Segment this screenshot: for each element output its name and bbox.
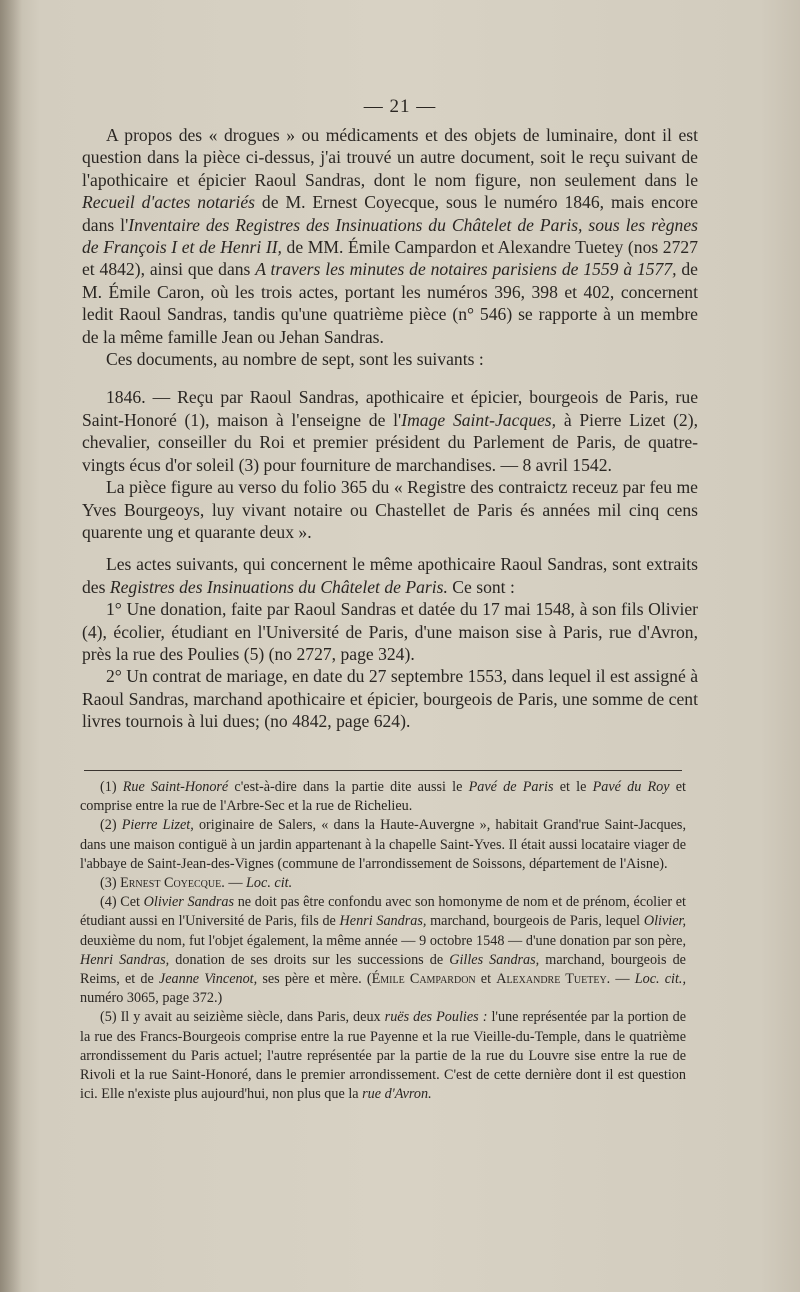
- footnote-separator: [84, 770, 682, 771]
- text-run: 2° Un contrat de mariage, en date du 27 septembre 1553, dans lequel il est assigné à Raoul Sandras, marchand apothicaire et épicier, bourgeois de Paris, une somme de cent livres tournois à lui dues; (no 4842, page 624).: [82, 666, 698, 732]
- footnote: [80, 1008, 686, 1104]
- text-run: 1846. — Reçu par Raoul Sandras, apothicaire et épicier, bourgeois de Paris, rue Saint-Honoré (1), maison à l'enseigne de l': [82, 387, 698, 430]
- text-run: de MM. Émile Campardon et Alexandre Tuetey (nos 2727 et 4842), ainsi que dans: [82, 237, 698, 280]
- paragraph: [82, 665, 698, 732]
- text-run: numéro 3065, page 372.): [80, 990, 223, 1007]
- italic-run: Rue Saint-Honoré: [122, 779, 229, 795]
- text-run: et: [475, 971, 497, 988]
- italic-run: Gilles Sandras,: [449, 951, 540, 968]
- footnotes: [80, 778, 686, 1104]
- paragraph: [82, 348, 698, 370]
- italic-run: Pierre Lizet,: [121, 817, 194, 834]
- text-run: Les actes suivants, qui concernent le même apothicaire Raoul Sandras, sont extraits des: [82, 554, 698, 597]
- italic-run: Recueil d'actes notariés: [82, 192, 255, 213]
- paragraph: [82, 124, 698, 348]
- text-run: ne doit pas être confondu avec son homonyme de nom et de prénom, écolier et étudiant aussi en l'Université de Paris, fils de: [80, 894, 686, 930]
- italic-run: ruës des Poulies :: [384, 1009, 488, 1026]
- footnote: [80, 893, 686, 1008]
- text-run: deuxième du nom, fut l'objet également, la même année — 9 octobre 1548 — d'une donation par son père,: [80, 932, 686, 949]
- italic-run: Pavé de Paris: [468, 779, 554, 795]
- text-run: 1° Une donation, faite par Raoul Sandras et datée du 17 mai 1548, à son fils Olivier (4), écolier, étudiant en l'Université de Paris, d'une maison sise à Paris, rue d'Avron, près la rue des Poulies (5) (no 2727, page 324).: [82, 599, 698, 664]
- text-run: . —: [221, 875, 247, 892]
- italic-run: Olivier Sandras: [143, 894, 235, 911]
- small-caps-run: Émile Campardon: [371, 971, 476, 988]
- text-run: ses père et mère. (: [257, 971, 372, 988]
- text-run: . —: [606, 971, 635, 988]
- main-text: [82, 124, 698, 733]
- italic-run: Image Saint-Jacques,: [401, 409, 557, 430]
- text-run: (3): [100, 875, 121, 892]
- italic-run: Loc. cit.: [246, 875, 293, 892]
- text-run: originaire de Salers, « dans la Haute-Auvergne », habitait Grand'rue Saint-Jacques, dans une maison contiguë à un jardin appartenant à la chapelle Saint-Yves. Il était aussi locataire viager de l'abbaye de Saint-Jean-des-Vignes (commune de l'arrondissement de Soissons, département de l'Aisne).: [80, 817, 687, 872]
- italic-run: Henri Sandras,: [80, 951, 170, 968]
- italic-run: A travers les minutes de notaires parisiens de 1559 à 1577,: [255, 259, 677, 280]
- italic-run: Registres des Insinuations du Châtelet de Paris.: [109, 576, 448, 597]
- italic-run: Henri Sandras,: [339, 913, 427, 930]
- text-run: l'une représentée par la portion de la rue des Francs-Bourgeois comprise entre la rue Payenne et la rue Vieille-du-Temple, dans le quatrième arrondissement du Paris actuel; l'autre représentée par la partie de la rue du Louvre sise entre la rue de Rivoli et la rue Saint-Honoré, dans le premier arrondissement. C'est de cette dernière dont il est question ici. Elle n'existe plus aujourd'hui, non plus que la: [80, 1009, 686, 1103]
- small-caps-run: Alexandre Tuetey: [496, 971, 607, 988]
- footnote: [80, 816, 686, 874]
- text-run: de M. Émile Caron, où les trois actes, portant les numéros 396, 398 et 402, concernent ledit Raoul Sandras, tandis qu'une quatrième pièce (n° 546) se rapporte à un membre de la même famille Jean ou Jehan Sandras.: [82, 259, 698, 347]
- paragraph: [82, 476, 698, 543]
- paragraph: [82, 598, 698, 665]
- text-run: marchand, bourgeois de Reims, et de: [80, 951, 686, 988]
- text-run: et le: [553, 779, 593, 795]
- text-run: (1): [100, 779, 123, 795]
- page-binding-shadow: [0, 0, 22, 1292]
- text-run: marchand, bourgeois de Paris, lequel: [426, 913, 644, 930]
- text-run: (5) Il y avait au seizième siècle, dans Paris, deux: [100, 1009, 385, 1026]
- italic-run: rue d'Avron.: [362, 1086, 432, 1103]
- text-run: et comprise entre la rue de l'Arbre-Sec et la rue de Richelieu.: [80, 779, 686, 815]
- footnote: [80, 874, 686, 893]
- text-run: de M. Ernest Coyecque, sous le numéro 1846, mais encore dans l': [82, 192, 698, 235]
- text-run: c'est-à-dire dans la partie dite aussi le: [228, 779, 469, 795]
- text-run: La pièce figure au verso du folio 365 du « Registre des contraictz receuz par feu me Yves Bourgeoys, luy vivant notaire ou Chastellet de Paris és années mil cinq cens quarente ung et quarante deux ».: [82, 477, 698, 542]
- italic-run: Olivier,: [643, 913, 686, 930]
- text-run: (2): [100, 817, 122, 834]
- italic-run: Jeanne Vincenot,: [158, 971, 258, 988]
- text-run: Ces documents, au nombre de sept, sont les suivants :: [106, 349, 484, 370]
- text-run: donation de ses droits sur les successions de: [169, 951, 450, 968]
- page-number: — 21 —: [363, 96, 437, 117]
- text-run: A propos des « drogues » ou médicaments et des objets de luminaire, dont il est question dans la pièce ci-dessus, j'ai trouvé un autre document, soit le reçu suivant de l'apothicaire et épicier Raoul Sandras, dont le nom figure, non seulement dans le: [82, 125, 698, 190]
- text-run: à Pierre Lizet (2), chevalier, conseiller du Roi et premier président du Parlement de Paris, de quatre-vingts écus d'or soleil (3) pour fourniture de marchandises. — 8 avril 1542.: [82, 409, 698, 475]
- small-caps-run: Ernest Coyecque: [120, 875, 222, 892]
- footnote: [80, 778, 686, 816]
- text-run: Ce sont :: [447, 576, 515, 597]
- paragraph: [82, 553, 698, 598]
- italic-run: Inventaire des Registres des Insinuations du Châtelet de Paris, sous les règnes de François I et de Henri II,: [82, 214, 698, 258]
- italic-run: Pavé du Roy: [592, 779, 670, 795]
- italic-run: Loc. cit.,: [634, 971, 686, 988]
- text-run: (4) Cet: [100, 894, 144, 911]
- paragraph: [82, 386, 698, 476]
